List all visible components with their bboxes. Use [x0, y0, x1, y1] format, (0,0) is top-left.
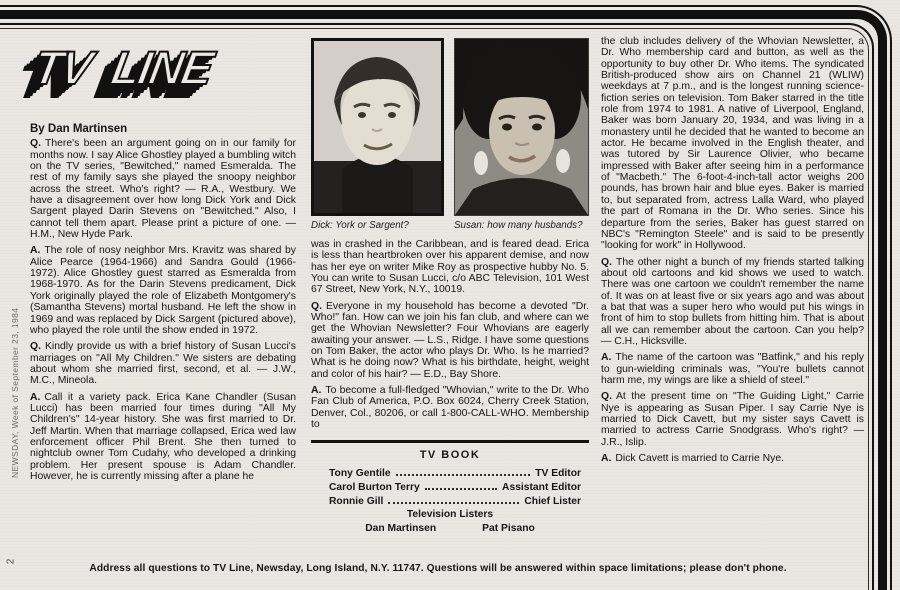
qa-paragraph	[601, 391, 864, 448]
qa-paragraph	[30, 392, 296, 483]
qa-paragraph	[311, 385, 589, 430]
question-marker: Q.	[601, 391, 612, 403]
tv-book-masthead-box	[311, 440, 589, 535]
logo-word-line: LINE	[107, 41, 216, 94]
answer-marker: A.	[311, 385, 322, 397]
staff-row	[329, 468, 581, 479]
lister-name: Pat Pisano	[482, 522, 535, 534]
column-2	[311, 38, 589, 534]
paragraph-text: Everyone in my household has become a devoted "Dr. Who!" fan. How can we join his fan club, and where can we get the Whovian Newsletter? Four Whovians are eagerly awaiting your answer. — L.S., Ridge. I have some questions on Tom Baker, the actor who plays Dr. Who. Is he married? What is he doing now? What is his birthdate, height, weight and color of his hair? — E.D., Bay Shore.	[311, 300, 589, 380]
staff-name: Ronnie Gill	[329, 495, 384, 507]
question-marker: Q.	[30, 138, 41, 150]
qa-paragraph	[30, 341, 296, 386]
lister-name: Dan Martinsen	[365, 522, 437, 534]
paragraph-text: At the present time on "The Guiding Light," Carrie Nye is appearing as Susan Piper. I say Carrie Nye is married to Dick Cavett, but my sister says Cavett is married to actress Carrie Snodgrass. Who's right? — J.R., Islip.	[601, 391, 864, 448]
logo-word-tv: TV	[29, 41, 95, 94]
question-marker: Q.	[311, 300, 322, 312]
dick-photo	[311, 38, 444, 216]
paragraph-text: The other night a bunch of my friends started talking about old cartoons and kid shows we used to watch. There was one cartoon we couldn't remember the name of. It was on at least five or six years ago and was about a bat that was a super hero who would put his wings in front of him to stop bullets from hitting him. That is about all we can remember about the cartoon. Can you help? — C.H., Hicksville.	[601, 256, 864, 347]
dot-leader	[425, 488, 497, 490]
continuation-paragraph	[311, 239, 589, 296]
answer-marker: A.	[601, 453, 612, 465]
paragraph-text: The name of the cartoon was "Batfink," and his reply to gun-wielding criminals was, "You're bullets cannot harm me, my wings are like a shield of steel."	[601, 352, 864, 386]
byline: By Dan Martinsen	[30, 123, 128, 135]
staff-role: TV Editor	[535, 467, 581, 479]
paragraph-text: To become a full-fledged "Whovian," write to the Dr. Who Fan Club of America, P.O. Box 6024, Cherry Creek Station, Denver, Col., 80206, or call 1-800-CALL-WHO. Membership to	[311, 385, 589, 431]
paragraph-text: There's been an argument going on in our family for months now. I say Alice Ghostley played a bumbling witch on the TV series, "Bewitched," named Esmeralda. The rest of my family says she played the snoopy neighbor across the street. Who's right? — R.A., Westbury. We have a disagreement over how long Dick York and Dick Sargent played Darin Stevens on "Bewitched." Also, I cannot tell them apart. Please print a picture of one. — H.M., New Hyde Park.	[30, 138, 296, 241]
paragraph-text: The role of nosy neighbor Mrs. Kravitz was shared by Alice Pearce (1964-1966) and Sandra Gould (1966-1972). Alice Ghostley guest starred as Esmeralda from 1968-1970. As for the Darin Stevens predicament, Dick York originally played the role of Elizabeth Montgomery's (Samantha Stevens) mortal husband. He left the show in 1969 and was replaced by Dick Sargent (pictured above), who played the role until the show ended in 1972.	[30, 245, 296, 336]
answer-marker: A.	[30, 391, 41, 403]
staff-name: Carol Burton Terry	[329, 481, 420, 493]
paragraph-text: Kindly provide us with a brief history of Susan Lucci's marriages on "All My Children." We sisters are debating about whom she married first, second, et al. — J.W., M.C., Mineola.	[30, 341, 296, 387]
question-marker: Q.	[30, 341, 41, 353]
qa-paragraph	[601, 453, 864, 464]
photo-caption: Susan: how many husbands?	[454, 220, 583, 231]
question-marker: Q.	[601, 256, 612, 268]
staff-name: Tony Gentile	[329, 467, 391, 479]
photo-figure-dick	[311, 38, 444, 231]
listers-heading: Television Listers	[406, 509, 494, 521]
dot-leader	[396, 474, 531, 476]
susan-photo	[454, 38, 589, 216]
staff-role: Chief Lister	[524, 495, 581, 507]
staff-row	[329, 482, 581, 493]
staff-row	[329, 496, 581, 507]
qa-paragraph	[30, 245, 296, 336]
photo-caption: Dick: York or Sargent?	[311, 220, 409, 231]
qa-paragraph	[601, 352, 864, 386]
edition-vertical-text: NEWSDAY, Week of September 23, 1984	[10, 307, 20, 478]
paragraph-text: Call it a variety pack. Erica Kane Chandler (Susan Lucci) has been married four times during "All My Children's" 14-year history. She was first married to Dr. Jeff Martin. When that marriage collapsed, Erica wed law enforcement officer Phil Brent. She then turned to nightclub owner Tom Cudahy, who developed a drinking problem. Her present spouse is Adam Chandler. However, he is currently missing after a plane he	[30, 391, 296, 482]
qa-paragraph	[601, 257, 864, 348]
qa-paragraph	[311, 301, 589, 380]
answer-marker: A.	[601, 352, 612, 364]
page-number: 2	[5, 558, 17, 565]
photo-figure-susan	[454, 38, 587, 231]
paragraph-text: the club includes delivery of the Whovian Newsletter, a Dr. Who membership card and button, as well as the opportunity to buy other Dr. Who items. The syndicated British-produced show airs on Channel 21 (WLIW) weekdays at 7 p.m., and is the longest running science-fiction series on television. Tom Baker starred in the title role from 1974 to 1981. A native of Liverpool, England, Baker was born January 20, 1934, and was living in a monastery until he decided that he wanted to become an actor. He became involved in the English theater, and was tutored by Sir Laurence Olivier, who became impressed with Baker after seeing him in a performance of "Macbeth." The 6-foot-4-inch-tall actor weighs 200 pounds, has brown hair and blue eyes. Baker is married to, but separated from, actress Lalla Ward, who played the part of Romana in the Dr. Who series. Since his departure from the series, Baker has guest starred on NBC's "Remington Steele" and is said to be presently "looking for work" in Hollywood.	[601, 36, 864, 252]
paragraph-text: was in crashed in the Caribbean, and is feared dead. Erica is less than heartbroken over his apparent demise, and now has her eye on writer Mike Roy as prospective hubby No. 5. You can write to Susan Lucci, c/o ABC Television, 101 West 67 Street, New York, N.Y., 10019.	[311, 239, 589, 296]
listers-row	[311, 523, 589, 534]
dot-leader	[388, 502, 519, 504]
paragraph-text: Dick Cavett is married to Carrie Nye.	[615, 453, 785, 465]
column-3	[601, 36, 864, 469]
column-1	[30, 124, 296, 487]
answer-marker: A.	[30, 245, 41, 257]
continuation-paragraph	[601, 36, 864, 252]
tv-line-logo	[29, 40, 216, 95]
qa-paragraph	[30, 138, 296, 240]
tv-book-title: TV BOOK	[419, 448, 481, 461]
footer-address-line: Address all questions to TV Line, Newsday, Long Island, N.Y. 11747. Questions will be answered within space limitations; please don't phone.	[89, 563, 787, 574]
staff-role: Assistant Editor	[502, 481, 581, 493]
photo-row	[311, 38, 589, 231]
